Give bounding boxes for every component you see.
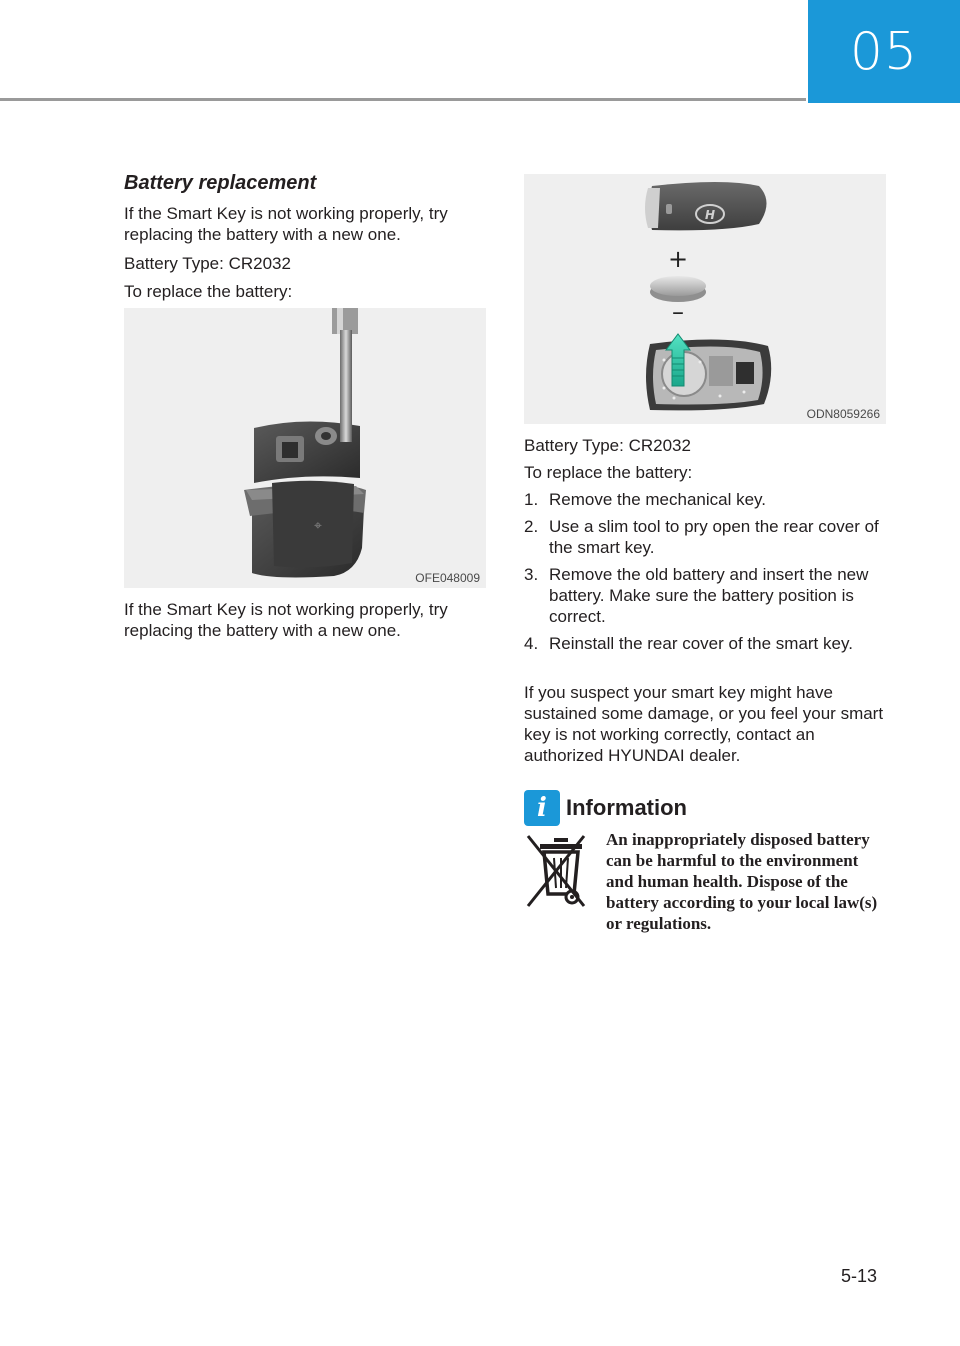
step-text: Remove the mechanical key. (549, 490, 767, 509)
svg-text:⌖: ⌖ (314, 518, 322, 534)
step-item (524, 516, 886, 558)
key-screwdriver-figure (124, 308, 486, 588)
battery-type-text: Battery Type: CR2032 (124, 254, 291, 273)
battery-exploded-figure (524, 174, 886, 424)
information-title: Information (566, 795, 687, 820)
section-heading: Battery replacement (124, 172, 317, 194)
step-text: Reinstall the rear cover of the smart key. (549, 634, 853, 653)
step-item (524, 564, 886, 627)
steps-list (524, 489, 886, 660)
minus-label: – (672, 298, 684, 326)
information-icon: i (524, 790, 560, 826)
battery-type-text: Battery Type: CR2032 (524, 436, 691, 455)
information-header (524, 790, 687, 826)
to-replace-text: To replace the battery: (524, 463, 693, 482)
chapter-tab: 05 (808, 0, 960, 103)
page-number: 5-13 (840, 1266, 877, 1286)
information-text: An inappropriately disposed battery can be harmful to the environment and human health. Dispose of the battery according to your local law(s) or regulations. (606, 830, 878, 933)
svg-text:H: H (705, 208, 716, 222)
step-item (524, 633, 886, 654)
to-replace-text: To replace the battery: (124, 282, 293, 301)
after-figure-paragraph: If the Smart Key is not working properly, try replacing the battery with a new one. (124, 600, 448, 640)
step-number: 1. (524, 490, 539, 509)
plus-label: + (667, 245, 689, 273)
key-screwdriver-illustration (124, 308, 486, 588)
closing-paragraph: If you suspect your smart key might have sustained some damage, or you feel your smart key is not working correctly, contact an authorized HYUNDAI dealer. (524, 683, 884, 765)
battery-exploded-illustration (524, 174, 886, 424)
step-text: Remove the old battery and insert the new battery. Make sure the battery position is correct. (549, 565, 869, 626)
step-number: 2. (524, 517, 539, 536)
intro-paragraph: If the Smart Key is not working properly, try replacing the battery with a new one. (124, 204, 448, 244)
figure-code: OFE048009 (415, 571, 480, 585)
crossed-out-bin-icon (524, 830, 586, 910)
step-number: 4. (524, 634, 539, 653)
step-text: Use a slim tool to pry open the rear cover of the smart key. (549, 517, 879, 557)
step-number: 3. (524, 565, 539, 584)
figure-code: ODN8059266 (806, 407, 880, 421)
header-rule (0, 98, 806, 101)
step-item (524, 489, 886, 510)
